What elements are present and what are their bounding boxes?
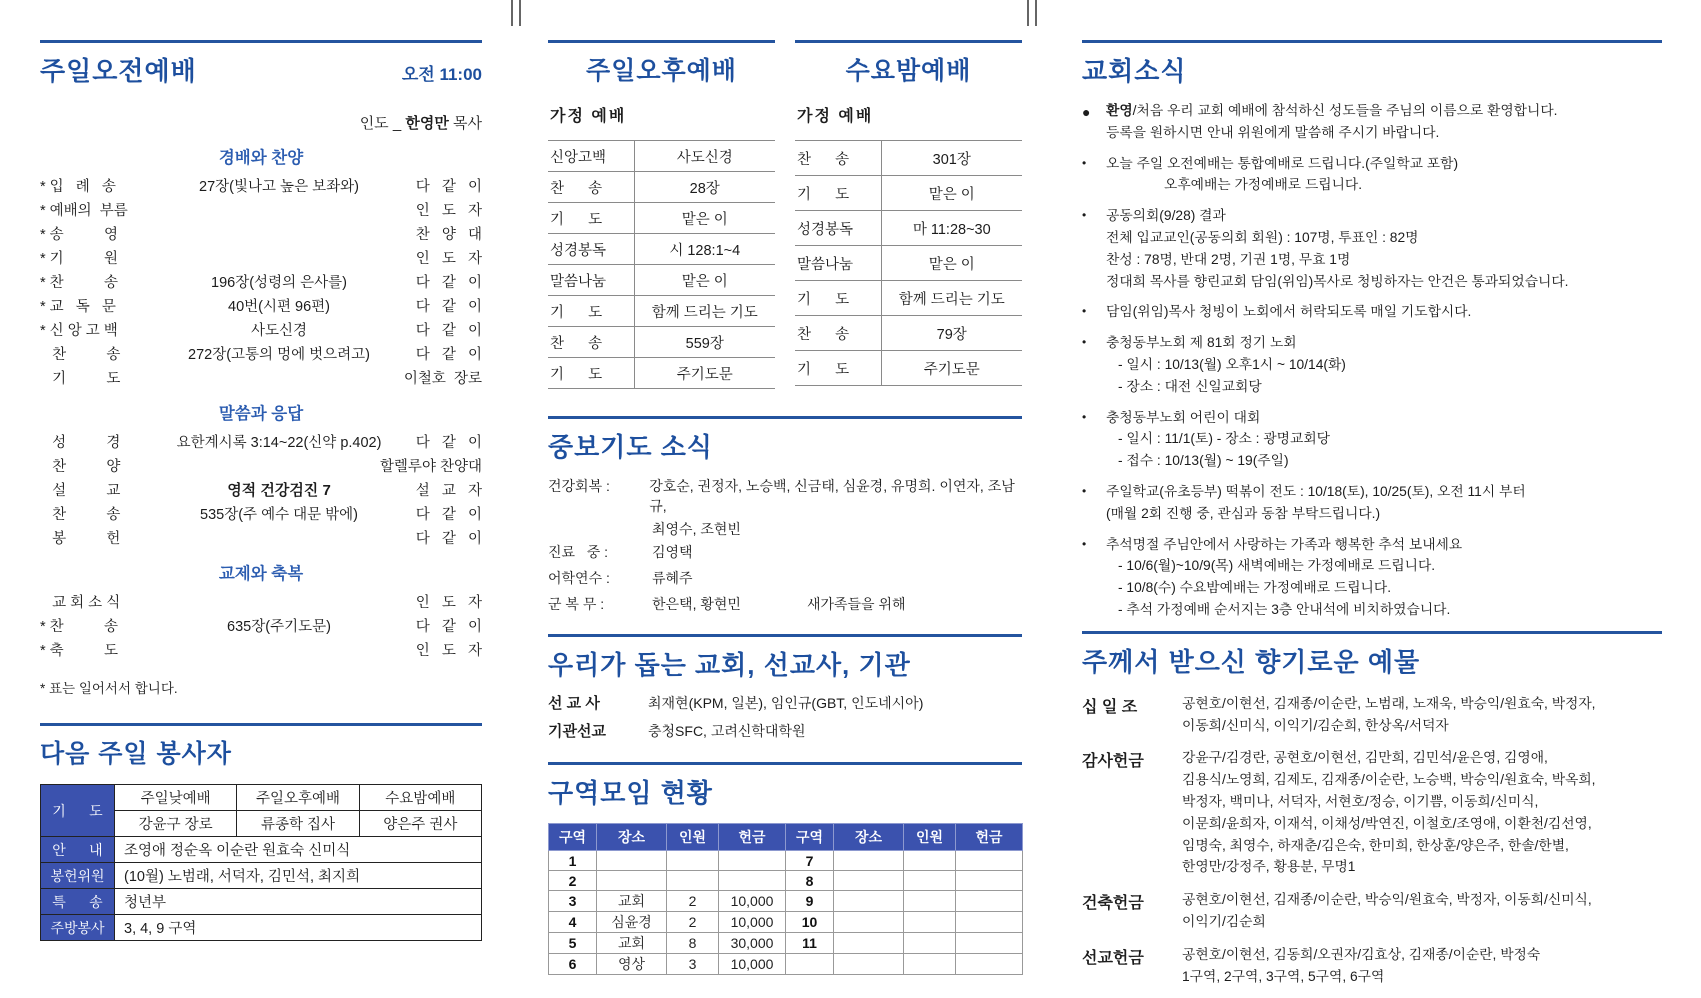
morning-time: 오전 11:00 xyxy=(401,65,482,84)
intercession-item xyxy=(548,594,1022,620)
servers-corner-cell: 기 도 xyxy=(41,785,115,837)
district-cell: 10 xyxy=(786,912,834,933)
district-cell: 2 xyxy=(549,871,597,891)
wednesday-title: 수요밤예배 xyxy=(845,57,972,85)
leader-name: 한영만 xyxy=(405,115,449,132)
district-cell: 9 xyxy=(786,891,834,912)
row-by: 이철호 장로 xyxy=(403,370,482,387)
stand-footnote: * 표는 일어서서 합니다. xyxy=(40,681,178,696)
worship-row xyxy=(40,453,482,477)
server-names-cell: 청년부 xyxy=(115,889,482,915)
order-value: 함께 드리는 기도 xyxy=(881,281,1022,316)
district-cell xyxy=(667,851,719,871)
row-label: * 예배의 부름 xyxy=(40,202,128,219)
district-cell xyxy=(956,871,1023,891)
bullet-icon: • xyxy=(1082,409,1087,424)
district-cell xyxy=(719,871,786,891)
intercession-value: 류혜주 xyxy=(652,570,693,586)
row-label: * 입 례 송 xyxy=(40,178,116,195)
offering-names: 한영만/강정주, 황용분, 무명1 xyxy=(1182,859,1356,875)
order-value: 79장 xyxy=(881,316,1022,351)
bullet-icon: • xyxy=(1082,536,1087,551)
district-cell: 7 xyxy=(786,851,834,871)
news-line: - 접수 : 10/13(월) ~ 19(주일) xyxy=(1118,453,1289,469)
panel-district-meetings xyxy=(548,762,1022,975)
row-label: 찬 송 xyxy=(40,346,121,363)
offerings-title: 주께서 받으신 향기로운 예물 xyxy=(1082,646,1421,677)
bullet-icon: • xyxy=(1082,304,1087,319)
district-cell: 3 xyxy=(667,954,719,975)
district-cell xyxy=(904,871,956,891)
offering-names: 박정자, 백미나, 서덕자, 서현호/정승, 이기쁨, 이동희/신미식, xyxy=(1182,793,1539,809)
panel-supported-missions xyxy=(548,634,1022,746)
server-role-cell: 주방봉사 xyxy=(41,915,115,941)
row-label: * 찬 송 xyxy=(40,274,118,291)
leader-prefix: 인도 _ xyxy=(359,115,406,132)
news-line: - 10/6(월)~10/9(목) 새벽예배는 가정예배로 드립니다. xyxy=(1118,558,1436,574)
offering-names: 김용식/노영희, 김제도, 김재종/이순란, 노승백, 박승익/원효숙, 박옥희, xyxy=(1182,772,1596,788)
order-value: 맡은 이 xyxy=(881,176,1022,211)
support-label: 선 교 사 xyxy=(548,695,600,712)
district-cell xyxy=(834,954,904,975)
row-label: 설 교 xyxy=(40,482,121,499)
news-line: - 일시 : 11/1(토) - 장소 : 광명교회당 xyxy=(1118,431,1330,447)
intercession-label: 어학연수 : xyxy=(548,570,614,586)
offering-label: 건축헌금 xyxy=(1082,895,1144,913)
district-cell xyxy=(834,933,904,954)
row-label: * 교 독 문 xyxy=(40,298,116,315)
district-cell: 교회 xyxy=(597,891,667,912)
district-cell: 30,000 xyxy=(719,933,786,954)
panel-morning-worship xyxy=(40,40,482,941)
news-line: 찬성 : 78명, 반대 2명, 기권 1명, 무효 1명 xyxy=(1106,251,1351,267)
news-item xyxy=(1082,100,1662,144)
server-names-cell: 3, 4, 9 구역 xyxy=(115,915,482,941)
news-line: 담임(위임)목사 청빙이 노회에서 허락되도록 매일 기도합시다. xyxy=(1106,304,1472,320)
worship-row xyxy=(40,197,482,221)
news-line: 정대희 목사를 향린교회 담임(위임)목사로 청빙하자는 안건은 통과되었습니다. xyxy=(1106,273,1569,289)
offering-names: 이익기/김순희 xyxy=(1182,913,1266,929)
newcomers-note: 새가족들을 위해 xyxy=(806,596,906,612)
district-cell: 2 xyxy=(667,891,719,912)
row-by: 설 교 자 xyxy=(415,482,482,499)
order-label: 기 도 xyxy=(548,203,634,234)
district-header: 헌금 xyxy=(719,824,786,851)
district-cell: 10,000 xyxy=(719,891,786,912)
panel-afternoon-worship xyxy=(548,40,775,412)
row-by: 찬 양 대 xyxy=(415,226,482,243)
order-label: 기 도 xyxy=(548,358,634,389)
district-cell xyxy=(834,912,904,933)
prayer-name: 류종학 집사 xyxy=(237,811,359,837)
news-line: - 추석 가정예배 순서지는 3층 안내석에 비치하였습니다. xyxy=(1118,601,1451,617)
district-cell: 8 xyxy=(786,871,834,891)
offering-names: 임명숙, 최영수, 하재춘/김은숙, 한미희, 한상훈/양은주, 한솔/한별, xyxy=(1182,837,1569,853)
district-cell: 1 xyxy=(549,851,597,871)
news-item xyxy=(1082,332,1662,397)
intercession-title: 중보기도 소식 xyxy=(548,432,713,462)
row-label: 교 회 소 식 xyxy=(40,594,121,611)
worship-row xyxy=(40,317,482,341)
offering-names: 공현호/이현선, 김재종/이순란, 노범래, 노재욱, 박승익/원효숙, 박정자, xyxy=(1182,695,1596,711)
offering-label: 감사헌금 xyxy=(1082,753,1144,771)
panel-intercession xyxy=(548,416,1022,620)
intercession-item xyxy=(548,476,1022,516)
district-cell xyxy=(956,891,1023,912)
offering-group-thanksgiving xyxy=(1082,747,1662,878)
district-cell xyxy=(719,851,786,871)
district-cell: 6 xyxy=(549,954,597,975)
sermon-title: 영적 건강검진 7 xyxy=(227,481,331,499)
bullet-icon: ● xyxy=(1082,104,1091,120)
bullet-icon: • xyxy=(1082,483,1087,498)
intercession-label: 군 복 무 : xyxy=(548,596,609,612)
server-role-cell: 특 송 xyxy=(41,889,115,915)
district-cell xyxy=(786,954,834,975)
leader-suffix: 목사 xyxy=(448,115,482,132)
news-line: 추석명절 주님안에서 사랑하는 가족과 행복한 추석 보내세요 xyxy=(1106,536,1463,552)
row-by: 다 같 이 xyxy=(415,434,482,451)
order-value: 맡은 이 xyxy=(881,246,1022,281)
order-label: 기 도 xyxy=(795,281,881,316)
district-cell xyxy=(904,954,956,975)
panel-next-week-servers xyxy=(40,723,482,941)
district-title: 구역모임 현황 xyxy=(548,778,713,808)
district-cell: 10,000 xyxy=(719,912,786,933)
row-by: 인 도 자 xyxy=(415,594,482,611)
bullet-icon: • xyxy=(1082,155,1087,170)
district-cell xyxy=(956,933,1023,954)
order-label: 찬 송 xyxy=(795,316,881,351)
row-label: * 기 원 xyxy=(40,250,118,267)
worship-row xyxy=(40,269,482,293)
row-label: 기 도 xyxy=(40,370,121,387)
row-content: 27장(빛나고 높은 보좌와) xyxy=(199,178,359,195)
district-cell xyxy=(956,851,1023,871)
row-by: 인 도 자 xyxy=(415,250,482,267)
district-cell: 4 xyxy=(549,912,597,933)
row-label: 찬 송 xyxy=(40,506,121,523)
intercession-label: 진료 중 : xyxy=(548,544,612,560)
panel-right xyxy=(1082,40,1662,998)
news-line: 충청동부노회 어린이 대회 xyxy=(1106,409,1261,425)
news-line: 전체 입교교인(공동의회 회원) : 107명, 투표인 : 82명 xyxy=(1106,229,1419,245)
order-label: 찬 송 xyxy=(548,172,634,203)
offering-label: 십 일 조 xyxy=(1082,698,1138,716)
bullet-icon: • xyxy=(1082,208,1087,223)
afternoon-subtitle: 가정 예배 xyxy=(550,108,627,125)
panel-offerings xyxy=(1082,631,1662,988)
news-line: 오후예배는 가정예배로 드립니다. xyxy=(1164,177,1363,193)
order-label: 찬 송 xyxy=(548,327,634,358)
afternoon-table xyxy=(548,140,775,389)
order-value: 시 128:1~4 xyxy=(634,234,775,265)
prayer-name: 양은주 권사 xyxy=(359,811,481,837)
support-value: 최재현(KPM, 일본), 임인규(GBT, 인도네시아) xyxy=(648,695,924,711)
worship-row-sermon xyxy=(40,477,482,501)
order-label: 성경봉독 xyxy=(795,211,881,246)
panel-middle xyxy=(548,40,1022,975)
section-heading-fellowship: 교제와 축복 xyxy=(218,565,304,583)
news-item xyxy=(1082,534,1662,621)
district-header: 구역 xyxy=(549,824,597,851)
support-value: 충청SFC, 고려신학대학원 xyxy=(648,723,806,739)
worship-row xyxy=(40,525,482,549)
news-bold-lead: 환영 xyxy=(1106,103,1133,118)
district-cell: 5 xyxy=(549,933,597,954)
order-value: 사도신경 xyxy=(634,141,775,172)
news-line: (매월 2회 진행 중, 관심과 동참 부탁드립니다.) xyxy=(1106,505,1381,521)
offering-names: 이문희/윤희자, 이재석, 이채성/박연진, 이철호/조영애, 이환천/김선영, xyxy=(1182,815,1592,831)
row-content: 사도신경 xyxy=(250,322,308,339)
district-header: 헌금 xyxy=(956,824,1023,851)
wednesday-table xyxy=(795,140,1022,386)
section-heading-word: 말씀과 응답 xyxy=(218,405,304,423)
afternoon-title: 주일오후예배 xyxy=(586,57,737,85)
district-cell xyxy=(597,851,667,871)
servers-title: 다음 주일 봉사자 xyxy=(40,740,232,768)
district-cell xyxy=(834,851,904,871)
service-header: 주일오후예배 xyxy=(237,785,359,811)
district-cell: 11 xyxy=(786,933,834,954)
row-label: * 찬 송 xyxy=(40,618,118,635)
row-by: 다 같 이 xyxy=(415,506,482,523)
morning-title: 주일오전예배 xyxy=(40,56,197,86)
offering-names: 1구역, 2구역, 3구역, 5구역, 6구역 xyxy=(1182,968,1385,984)
panel-wednesday-worship xyxy=(795,40,1022,412)
intercession-item xyxy=(548,568,1022,594)
news-item xyxy=(1082,407,1662,472)
offering-names: 이동희/신미식, 이익기/김순희, 한상옥/서덕자 xyxy=(1182,717,1449,733)
row-by: 다 같 이 xyxy=(415,274,482,291)
row-content: 272장(고통의 멍에 벗으려고) xyxy=(188,346,370,363)
section-heading-praise: 경배와 찬양 xyxy=(218,149,304,167)
worship-row xyxy=(40,173,482,197)
row-by: 할렐루야 찬양대 xyxy=(379,458,482,475)
support-label: 기관선교 xyxy=(548,723,606,740)
order-label: 말씀나눔 xyxy=(548,265,634,296)
news-item xyxy=(1082,481,1662,525)
row-content: 40번(시편 96편) xyxy=(228,298,330,315)
fold-mark xyxy=(519,0,521,26)
news-line: - 장소 : 대전 신일교회당 xyxy=(1118,378,1262,394)
order-value: 맡은 이 xyxy=(634,265,775,296)
district-header: 구역 xyxy=(786,824,834,851)
district-cell xyxy=(904,891,956,912)
district-header: 장소 xyxy=(834,824,904,851)
district-cell: 2 xyxy=(667,912,719,933)
row-label: * 송 영 xyxy=(40,226,118,243)
support-item xyxy=(548,720,1022,746)
offering-names: 공현호/이현선, 김동희/오권자/김효상, 김재종/이순란, 박정숙 xyxy=(1182,946,1541,962)
news-line: 충청동부노회 제 81회 정기 노회 xyxy=(1106,335,1297,351)
intercession-item xyxy=(548,542,1022,568)
district-cell xyxy=(667,871,719,891)
worship-row xyxy=(40,429,482,453)
order-label: 말씀나눔 xyxy=(795,246,881,281)
row-by: 인 도 자 xyxy=(415,642,482,659)
prayer-name: 강윤구 장로 xyxy=(115,811,237,837)
server-names-cell: (10월) 노범래, 서덕자, 김민석, 최지희 xyxy=(115,863,482,889)
row-label: 성 경 xyxy=(40,434,121,451)
order-value: 301장 xyxy=(881,141,1022,176)
server-names-cell: 조영애 정순옥 이순란 원효숙 신미식 xyxy=(115,837,482,863)
service-header: 주일낮예배 xyxy=(115,785,237,811)
district-table xyxy=(548,823,1023,975)
service-header: 수요밤예배 xyxy=(359,785,481,811)
row-by: 다 같 이 xyxy=(415,346,482,363)
news-line: 공동의회(9/28) 결과 xyxy=(1106,208,1226,224)
bullet-icon: • xyxy=(1082,335,1087,350)
order-label: 기 도 xyxy=(795,351,881,386)
order-label: 기 도 xyxy=(548,296,634,327)
news-item xyxy=(1082,301,1662,323)
row-by: 다 같 이 xyxy=(415,530,482,547)
order-value: 마 11:28~30 xyxy=(881,211,1022,246)
order-value: 함께 드리는 기도 xyxy=(634,296,775,327)
fold-mark xyxy=(1027,0,1029,26)
morning-header xyxy=(40,43,482,88)
row-content: 535장(주 예수 대문 밖에) xyxy=(200,506,358,523)
row-label: 봉 헌 xyxy=(40,530,121,547)
district-cell: 8 xyxy=(667,933,719,954)
district-cell: 교회 xyxy=(597,933,667,954)
row-label: * 축 도 xyxy=(40,642,118,659)
district-cell xyxy=(904,933,956,954)
offering-group-mission xyxy=(1082,944,1662,988)
row-by: 다 같 이 xyxy=(415,618,482,635)
news-line: 주일학교(유초등부) 떡볶이 전도 : 10/18(토), 10/25(토), 오전 11시 부터 xyxy=(1106,483,1526,499)
fold-mark xyxy=(1035,0,1037,26)
worship-row xyxy=(40,365,482,389)
news-title: 교회소식 xyxy=(1082,56,1187,86)
row-by: 다 같 이 xyxy=(415,322,482,339)
district-cell xyxy=(834,871,904,891)
news-item xyxy=(1082,153,1662,197)
district-cell: 10,000 xyxy=(719,954,786,975)
intercession-value: 한은택, 황현민 xyxy=(652,596,741,612)
row-label: * 신 앙 고 백 xyxy=(40,322,118,339)
offering-group-tithe xyxy=(1082,693,1662,737)
intercession-value: 김영택 xyxy=(652,544,693,560)
offering-group-building xyxy=(1082,889,1662,933)
order-value: 28장 xyxy=(634,172,775,203)
order-value: 559장 xyxy=(634,327,775,358)
order-value: 주기도문 xyxy=(881,351,1022,386)
district-cell xyxy=(834,891,904,912)
worship-row xyxy=(40,341,482,365)
news-line: - 10/8(수) 수요밤예배는 가정예배로 드립니다. xyxy=(1118,580,1392,596)
worship-row xyxy=(40,589,482,613)
row-by: 인 도 자 xyxy=(415,202,482,219)
offering-label: 선교헌금 xyxy=(1082,949,1144,967)
district-cell xyxy=(597,871,667,891)
panel-church-news xyxy=(1082,40,1662,621)
district-cell xyxy=(956,954,1023,975)
worship-row xyxy=(40,221,482,245)
district-cell xyxy=(904,851,956,871)
worship-row xyxy=(40,293,482,317)
row-by: 다 같 이 xyxy=(415,298,482,315)
servers-table xyxy=(40,784,482,941)
news-line: 등록을 원하시면 안내 위원에게 말씀해 주시기 바랍니다. xyxy=(1106,124,1440,140)
order-label: 성경봉독 xyxy=(548,234,634,265)
news-line: - 일시 : 10/13(월) 오후1시 ~ 10/14(화) xyxy=(1118,356,1346,372)
order-label: 신앙고백 xyxy=(548,141,634,172)
offering-names: 강윤구/김경란, 공현호/이현선, 김만희, 김민석/윤은영, 김영애, xyxy=(1182,750,1548,766)
row-content: 635장(주기도문) xyxy=(227,618,331,635)
news-line: /처음 우리 교회 예배에 참석하신 성도들을 주님의 이름으로 환영합니다. xyxy=(1132,103,1558,118)
worship-row xyxy=(40,637,482,661)
wednesday-subtitle: 가정 예배 xyxy=(797,108,874,125)
order-value: 주기도문 xyxy=(634,358,775,389)
row-content: 요한계시록 3:14~22(신약 p.402) xyxy=(176,434,382,451)
district-cell xyxy=(956,912,1023,933)
order-label: 기 도 xyxy=(795,176,881,211)
row-label: 찬 양 xyxy=(40,458,121,475)
support-item xyxy=(548,692,1022,718)
fold-mark xyxy=(511,0,513,26)
district-cell: 3 xyxy=(549,891,597,912)
morning-leader xyxy=(40,112,482,133)
district-header: 인원 xyxy=(904,824,956,851)
order-label: 찬 송 xyxy=(795,141,881,176)
news-item xyxy=(1082,205,1662,292)
offering-names: 공현호/이현선, 김재종/이순란, 박승익/원효숙, 박정자, 이동희/신미식, xyxy=(1182,892,1592,908)
intercession-label: 건강회복 : xyxy=(548,478,614,494)
district-header: 장소 xyxy=(597,824,667,851)
intercession-value: 강호순, 권정자, 노승백, 신금태, 심윤경, 유명희. 이연자, 조남규, xyxy=(649,478,1015,514)
district-cell: 영상 xyxy=(597,954,667,975)
server-role-cell: 봉헌위원 xyxy=(41,863,115,889)
intercession-item-cont: 최영수, 조현빈 xyxy=(652,521,741,537)
worship-row xyxy=(40,501,482,525)
row-content: 196장(성령의 은사를) xyxy=(211,274,347,291)
news-line: 오늘 주일 오전예배는 통합예배로 드립니다.(주일학교 포함) xyxy=(1106,155,1459,171)
order-value: 맡은 이 xyxy=(634,203,775,234)
worship-row xyxy=(40,245,482,269)
district-cell xyxy=(904,912,956,933)
server-role-cell: 안 내 xyxy=(41,837,115,863)
row-by: 다 같 이 xyxy=(415,178,482,195)
support-title: 우리가 돕는 교회, 선교사, 기관 xyxy=(548,650,911,680)
district-header: 인원 xyxy=(667,824,719,851)
district-cell: 심윤경 xyxy=(597,912,667,933)
worship-row xyxy=(40,613,482,637)
